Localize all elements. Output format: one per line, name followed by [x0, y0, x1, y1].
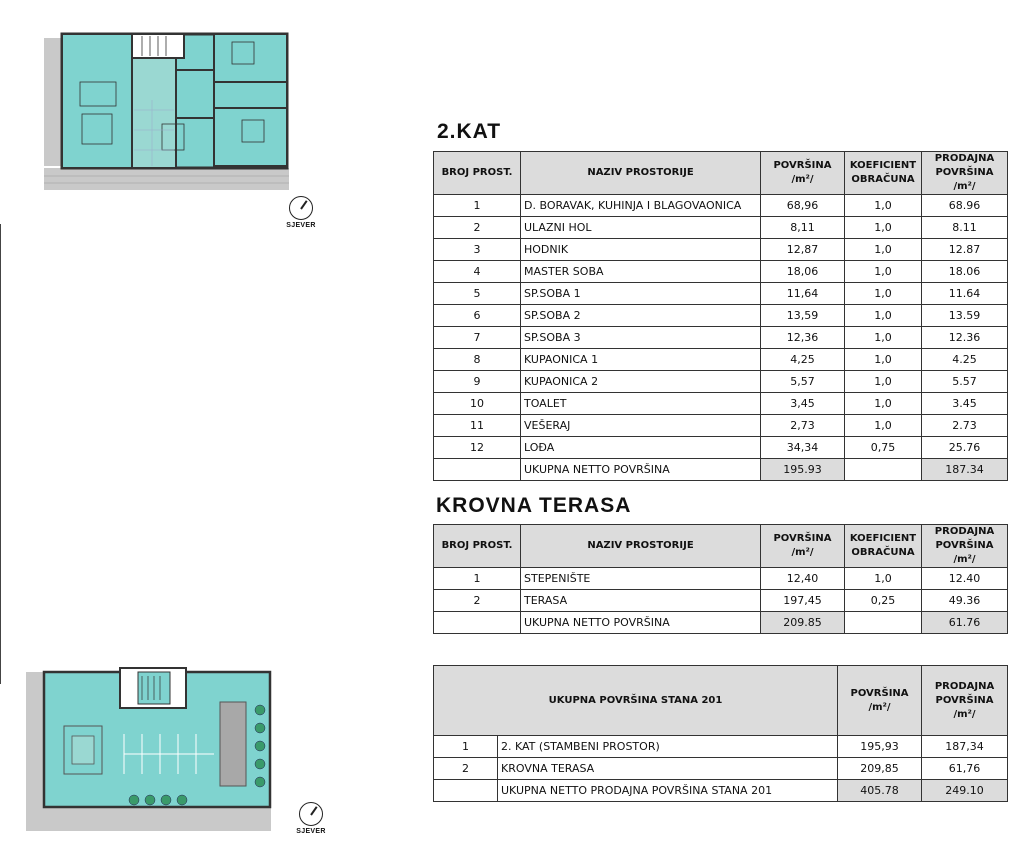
table-row [434, 758, 1008, 780]
cell-name: STEPENIŠTE [521, 568, 761, 590]
cell-area: 34,34 [761, 437, 845, 459]
cell-sale: 12.87 [922, 239, 1008, 261]
cell-coef: 1,0 [845, 217, 922, 239]
table-row [434, 239, 1008, 261]
cell-area: 12,36 [761, 327, 845, 349]
header-area: POVRŠINA /m²/ [838, 666, 922, 736]
total-sale: 187.34 [922, 459, 1008, 481]
total-area: 209.85 [761, 612, 845, 634]
table-row [434, 327, 1008, 349]
cell-name: KUPAONICA 1 [521, 349, 761, 371]
north-arrow-bottom [296, 802, 326, 835]
header-coef: KOEFICIENT OBRAČUNA [845, 152, 922, 195]
header-coef: KOEFICIENT OBRAČUNA [845, 525, 922, 568]
cell-area: 4,25 [761, 349, 845, 371]
cell-area: 197,45 [761, 590, 845, 612]
total-sale: 61.76 [922, 612, 1008, 634]
header-sale: PRODAJNA POVRŠINA /m²/ [922, 152, 1008, 195]
cell-area: 3,45 [761, 393, 845, 415]
cell-coef: 1,0 [845, 393, 922, 415]
cell-coef: 1,0 [845, 568, 922, 590]
total-row [434, 612, 1008, 634]
table-row [434, 736, 1008, 758]
header-sale: PRODAJNA POVRŠINA /m²/ [922, 666, 1008, 736]
compass-icon [299, 802, 323, 826]
table-row [434, 261, 1008, 283]
cell-coef: 1,0 [845, 415, 922, 437]
cell-sale: 187,34 [922, 736, 1008, 758]
cell-coef: 1,0 [845, 371, 922, 393]
table-row [434, 349, 1008, 371]
summary-title: UKUPNA POVRŠINA STANA 201 [434, 666, 838, 736]
cell-no: 10 [434, 393, 521, 415]
cell-no: 2 [434, 590, 521, 612]
cell-coef: 1,0 [845, 283, 922, 305]
cell-sale: 2.73 [922, 415, 1008, 437]
table-row [434, 217, 1008, 239]
cell-area: 195,93 [838, 736, 922, 758]
roof-area-table [433, 524, 1008, 634]
cell-coef: 1,0 [845, 239, 922, 261]
cell-sale: 68.96 [922, 195, 1008, 217]
floor-title: 2.KAT [437, 120, 502, 143]
cell-sale: 5.57 [922, 371, 1008, 393]
cell-area: 12,87 [761, 239, 845, 261]
cell-coef: 0,25 [845, 590, 922, 612]
cell-name: D. BORAVAK, KUHINJA I BLAGOVAONICA [521, 195, 761, 217]
cell-sale: 25.76 [922, 437, 1008, 459]
cell-area: 12,40 [761, 568, 845, 590]
cell-sale: 4.25 [922, 349, 1008, 371]
cell-sale: 61,76 [922, 758, 1008, 780]
header-name: NAZIV PROSTORIJE [521, 525, 761, 568]
cell-name: 2. KAT (STAMBENI PROSTOR) [498, 736, 838, 758]
roof-plan [24, 664, 274, 832]
total-label: UKUPNA NETTO POVRŠINA [521, 612, 761, 634]
cell-no: 4 [434, 261, 521, 283]
cell-area: 2,73 [761, 415, 845, 437]
header-area: POVRŠINA /m²/ [761, 525, 845, 568]
cell-coef: 1,0 [845, 261, 922, 283]
cell-no: 1 [434, 195, 521, 217]
floor-area-table [433, 151, 1008, 481]
floor-plan-2-kat [42, 30, 292, 192]
cell-coef: 1,0 [845, 327, 922, 349]
cell-no: 1 [434, 736, 498, 758]
table-row [434, 371, 1008, 393]
cell-no: 3 [434, 239, 521, 261]
total-sale: 249.10 [922, 780, 1008, 802]
table-row [434, 415, 1008, 437]
header-area: POVRŠINA /m²/ [761, 152, 845, 195]
cell-sale: 8.11 [922, 217, 1008, 239]
north-arrow-top [286, 196, 316, 229]
cell-sale: 49.36 [922, 590, 1008, 612]
cell-name: TERASA [521, 590, 761, 612]
cell-area: 11,64 [761, 283, 845, 305]
header-sale: PRODAJNA POVRŠINA /m²/ [922, 525, 1008, 568]
cell-no: 2 [434, 217, 521, 239]
cell-no: 1 [434, 568, 521, 590]
cell-area: 8,11 [761, 217, 845, 239]
cell-sale: 18.06 [922, 261, 1008, 283]
cell-no: 2 [434, 758, 498, 780]
header-no: BROJ PROST. [434, 525, 521, 568]
header-no: BROJ PROST. [434, 152, 521, 195]
total-area: 405.78 [838, 780, 922, 802]
table-row [434, 590, 1008, 612]
total-label: UKUPNA NETTO PRODAJNA POVRŠINA STANA 201 [498, 780, 838, 802]
table-row [434, 393, 1008, 415]
roof-title: KROVNA TERASA [436, 494, 632, 517]
table-row [434, 283, 1008, 305]
cell-no: 8 [434, 349, 521, 371]
cell-name: TOALET [521, 393, 761, 415]
cell-sale: 12.36 [922, 327, 1008, 349]
cell-no: 7 [434, 327, 521, 349]
cell-no: 12 [434, 437, 521, 459]
total-row [434, 780, 1008, 802]
cell-sale: 13.59 [922, 305, 1008, 327]
header-name: NAZIV PROSTORIJE [521, 152, 761, 195]
total-row [434, 459, 1008, 481]
compass-icon [289, 196, 313, 220]
cell-coef: 1,0 [845, 349, 922, 371]
cell-area: 68,96 [761, 195, 845, 217]
cell-area: 209,85 [838, 758, 922, 780]
cell-no: 6 [434, 305, 521, 327]
cell-area: 5,57 [761, 371, 845, 393]
cell-sale: 12.40 [922, 568, 1008, 590]
total-label: UKUPNA NETTO POVRŠINA [521, 459, 761, 481]
cell-name: KROVNA TERASA [498, 758, 838, 780]
cell-name: SP.SOBA 2 [521, 305, 761, 327]
table-row [434, 437, 1008, 459]
cell-coef: 0,75 [845, 437, 922, 459]
cell-no: 9 [434, 371, 521, 393]
cell-name: HODNIK [521, 239, 761, 261]
cell-sale: 11.64 [922, 283, 1008, 305]
cell-name: SP.SOBA 3 [521, 327, 761, 349]
cell-no: 5 [434, 283, 521, 305]
cell-name: VEŠERAJ [521, 415, 761, 437]
total-area: 195.93 [761, 459, 845, 481]
cell-area: 13,59 [761, 305, 845, 327]
table-row [434, 568, 1008, 590]
cell-coef: 1,0 [845, 195, 922, 217]
sheet-border [0, 224, 1, 684]
cell-name: LOĐA [521, 437, 761, 459]
cell-area: 18,06 [761, 261, 845, 283]
cell-sale: 3.45 [922, 393, 1008, 415]
cell-name: KUPAONICA 2 [521, 371, 761, 393]
north-label: SJEVER [296, 828, 326, 835]
cell-name: MASTER SOBA [521, 261, 761, 283]
cell-name: SP.SOBA 1 [521, 283, 761, 305]
cell-no: 11 [434, 415, 521, 437]
table-row [434, 195, 1008, 217]
cell-coef: 1,0 [845, 305, 922, 327]
summary-table [433, 665, 1008, 802]
table-row [434, 305, 1008, 327]
cell-name: ULAZNI HOL [521, 217, 761, 239]
north-label: SJEVER [286, 222, 316, 229]
